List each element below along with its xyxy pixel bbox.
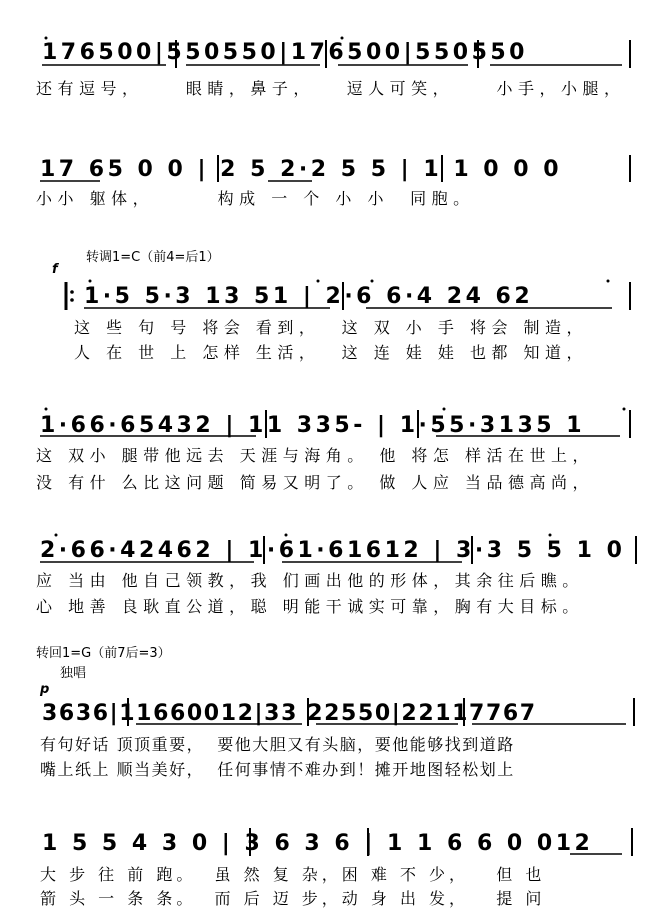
dynamic-forte: f — [52, 262, 58, 277]
lyric-row-5-verse-2: 心 地善 良耿直公道，聪 明能干诚实可靠，胸有大目标。 — [36, 597, 584, 616]
notation-row-4: 1·66·65432 | 11 335- | 1·55·3135 1 — [40, 413, 586, 438]
lyric-row-4-verse-1: 这 双小 腿带他远去 天涯与海角。 他 将怎 样活在世上， — [36, 446, 595, 465]
notation-row-3: 1·5 5·3 13 51 | 2·6 6·4 24 62 — [84, 284, 534, 309]
lyric-row-1: 还有逗号， 眼睛，鼻子， 逗人可笑， 小手，小腿， — [36, 79, 626, 98]
notation-row-2: 17 65 0 0 | 2 5 2·2 5 5 | 1 1 0 0 0 — [40, 157, 563, 182]
notation-row-7: 1 5 5 4 3 0 | 3 6 3 6 | 1 1 6 6 0 012 — [42, 831, 594, 856]
key-change-annotation: 转调1=C（前4=后1） — [86, 250, 220, 265]
solo-marking: 独唱 — [60, 666, 87, 681]
lyric-row-4-verse-2: 没 有什 么比这问题 简易又明了。 做 人应 当品德高尚， — [36, 473, 595, 492]
lyric-row-6-verse-1: 有句好话 顶顶重要， 要他大胆又有头脑，要他能够找到道路 — [40, 735, 515, 754]
notation-row-6: 3636|11660012|33 22550|22117767 — [42, 701, 537, 726]
lyric-row-3-verse-1: 这 些 句 号 将会 看到， 这 双 小 手 将会 制造， — [74, 318, 589, 337]
lyric-row-6-verse-2: 嘴上纸上 顺当美好， 任何事情不难办到！摊开地图轻松划上 — [40, 760, 515, 779]
lyric-row-3-verse-2: 人 在 世 上 怎样 生活， 这 连 娃 娃 也都 知道， — [74, 343, 589, 362]
lyric-row-5-verse-1: 应 当由 他自己领教，我 们画出他的形体，其余往后瞧。 — [36, 571, 584, 590]
notation-row-1: 176500|550550|176500|550550 — [42, 40, 528, 65]
lyric-row-7-verse-1: 大 步 往 前 跑。 虽 然 复 杂，困 难 不 少， 但 也 — [40, 865, 546, 884]
notation-row-5: 2·66·42462 | 1·61·61612 | 3·3 5 5 1 0 — [40, 538, 626, 563]
key-return-annotation: 转回1=G（前7后=3） — [36, 646, 171, 661]
dynamic-piano: p — [40, 682, 50, 697]
lyric-row-7-verse-2: 箭 头 一 条 条。 而 后 迈 步，动 身 出 发， 提 问 — [40, 889, 546, 908]
lyric-row-2: 小小 躯体， 构成 一 个 小 小 同胞。 — [36, 189, 475, 208]
